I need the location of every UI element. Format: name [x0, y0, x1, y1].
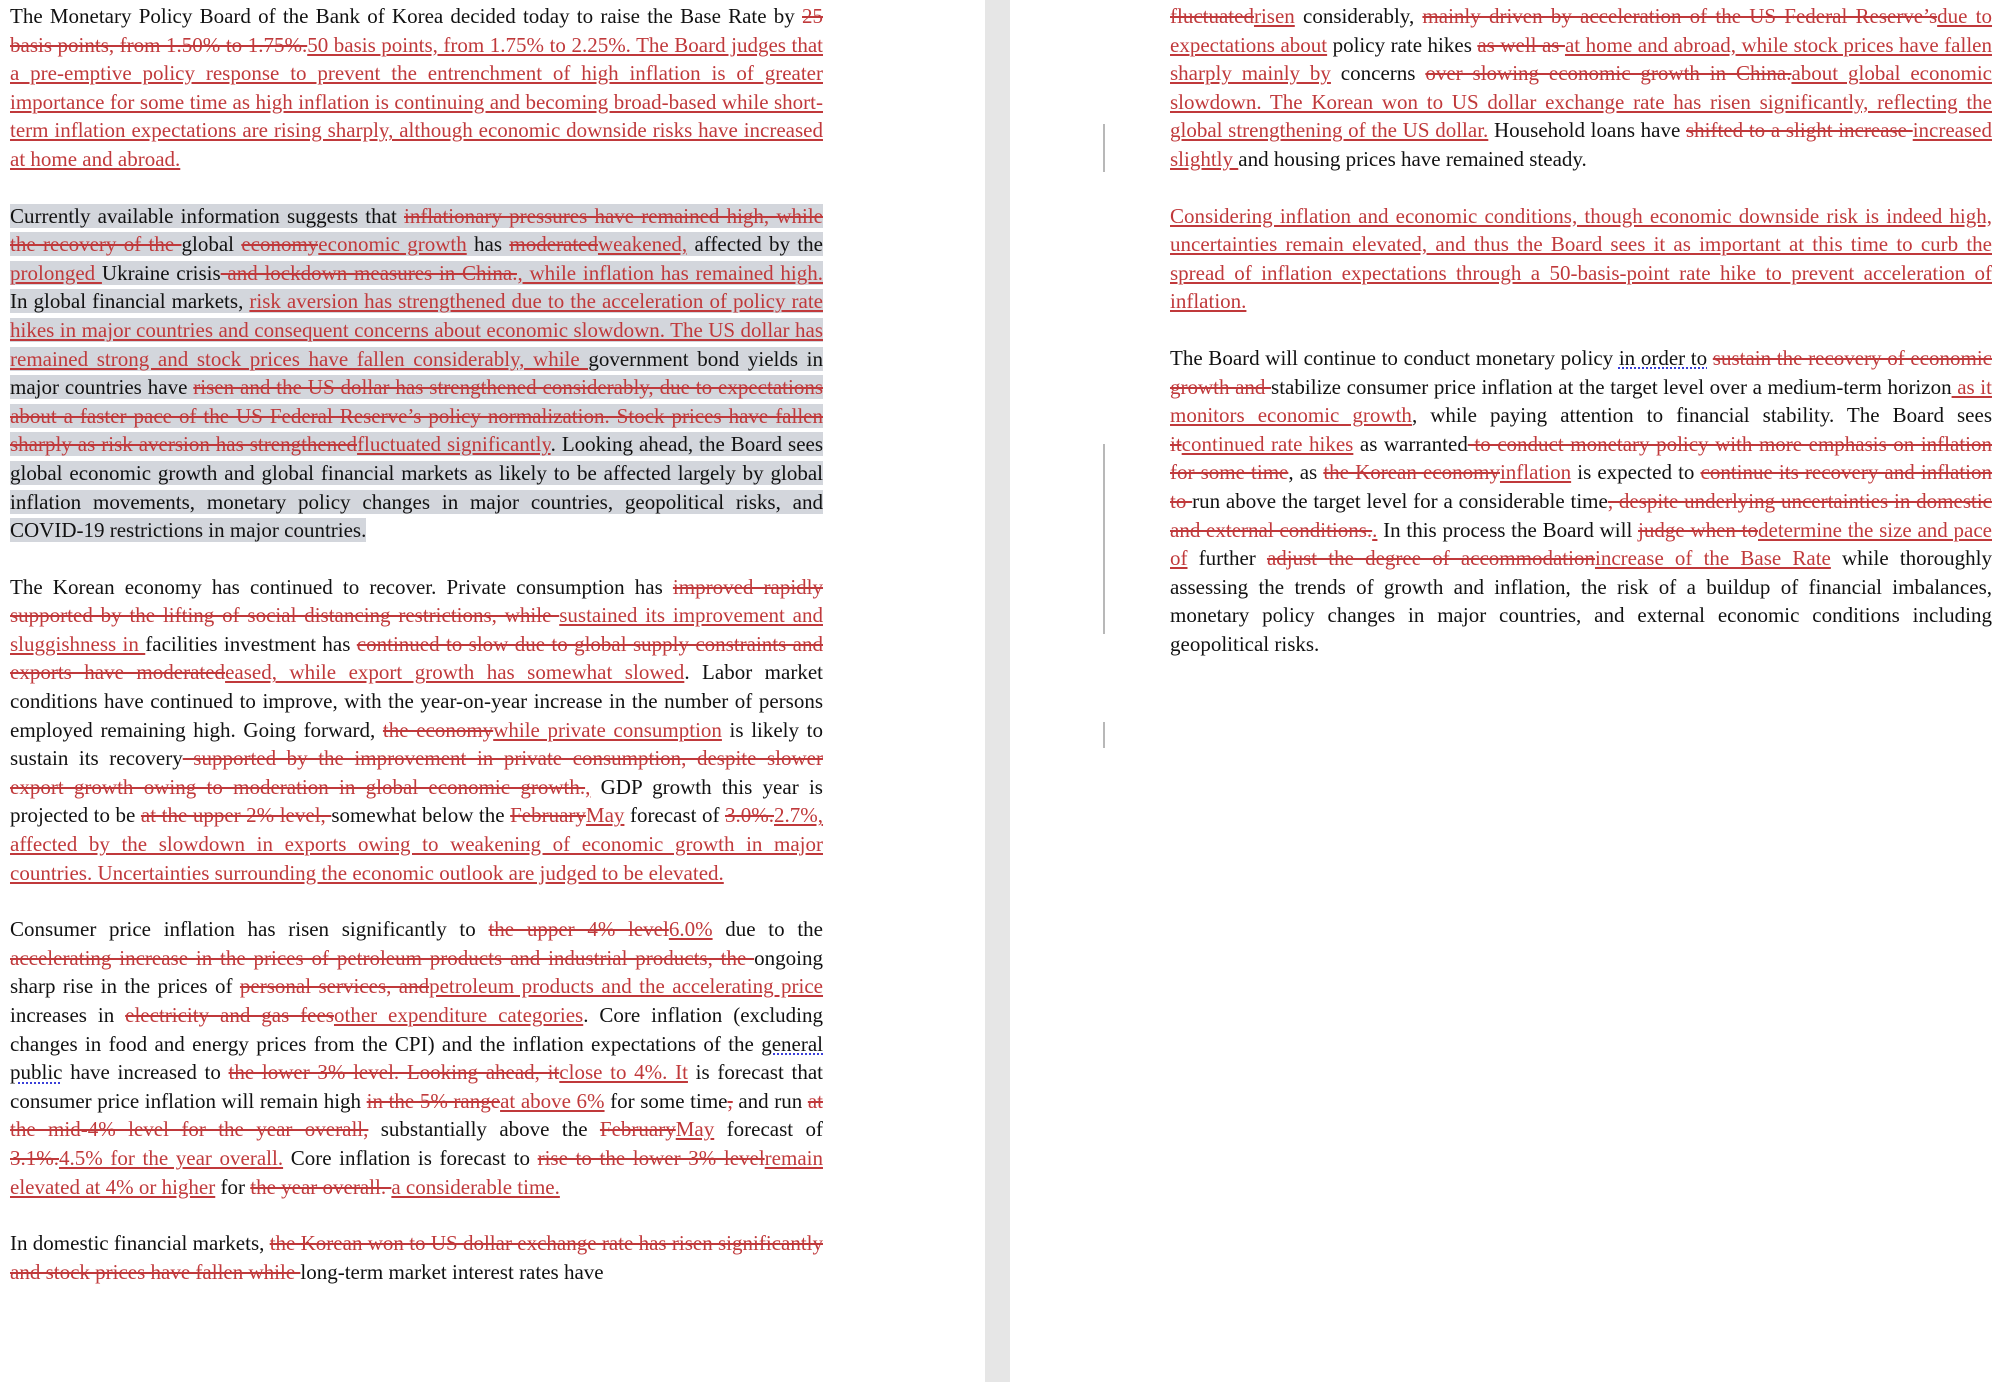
inserted-text: May — [675, 1117, 715, 1142]
inserted-text: as it monitors economic growth — [1170, 374, 1992, 428]
paragraph-domestic-financial-markets — [10, 1229, 823, 1286]
inserted-text: about global economic slowdown. The Korean won to US dollar exchange rate has risen significantly, reflecting the global strengthening of the US dollar. — [1170, 61, 1992, 143]
text-run: is expected to — [1571, 460, 1701, 485]
text-run: facilities investment has — [145, 631, 357, 656]
deleted-text: accelerating increase in the prices of petroleum products and industrial products, the — [10, 945, 755, 970]
paragraph-global-conditions — [10, 202, 823, 545]
inserted-text: risk aversion has strengthened due to the acceleration of policy rate hikes in major countries and consequent concerns about economic slowdown. The US dollar has remained strong and stock prices have fallen considerably, while — [10, 289, 823, 371]
deleted-text: over slowing economic growth in China. — [1425, 61, 1792, 86]
paragraph-board-judgment — [1170, 202, 1992, 316]
inserted-text: economic growth — [318, 232, 467, 257]
text-run: increases in — [10, 1003, 126, 1027]
inserted-text: fluctuated significantly — [357, 432, 551, 457]
text-run: and run — [732, 1088, 808, 1113]
inserted-text: eased, while export growth has somewhat slowed — [225, 660, 685, 685]
deleted-text: improved rapidly supported by the lifting of social distancing restrictions, while — [10, 574, 824, 628]
document-page-right — [1010, 0, 2000, 1382]
text-run: . Looking ahead, the Board sees global economic growth and global financial markets as likely to be affected largely by global inflation movements, monetary policy changes in major countries, geopolitical risks, and COVID-19 restrictions in major countries. — [10, 432, 824, 543]
deleted-text: 3.0%. — [725, 803, 775, 828]
text-run: concerns — [1330, 61, 1426, 86]
inserted-text: inflation — [1499, 460, 1572, 485]
document-page-left — [0, 0, 985, 1382]
text-run: ongoing sharp rise in the prices of — [10, 945, 823, 999]
deleted-text: sustain the recovery of economic growth and — [1170, 345, 1992, 399]
text-run: further — [1187, 546, 1267, 571]
text-run: for — [215, 1174, 251, 1199]
deleted-text: rise to the lower 3% level — [537, 1145, 765, 1170]
inserted-text: May — [585, 803, 625, 828]
text-run: Ukraine crisis — [101, 260, 221, 285]
text-run: Core inflation is forecast to — [283, 1145, 538, 1170]
deleted-text: in the 5% range — [366, 1088, 501, 1113]
inserted-text: close to 4%. It — [559, 1060, 688, 1085]
deleted-text: it — [1170, 431, 1182, 456]
deleted-text: the lower 3% level. Looking ahead, it — [228, 1060, 560, 1085]
text-run: is likely to sustain its recovery — [10, 717, 823, 771]
deleted-text: , — [727, 1088, 733, 1113]
inserted-text: weakened, — [597, 232, 688, 257]
page-gutter — [985, 0, 1010, 1382]
text-run: affected by the — [687, 232, 823, 257]
deleted-text: the economy — [382, 717, 494, 742]
deleted-text: risen and the US dollar has strengthened considerably, due to expectations about a faster pace of the US Federal Reserve’s policy normalization. Stock prices have fallen sharply as risk aversion has strengthened — [10, 375, 823, 457]
change-bar — [1103, 444, 1105, 634]
inserted-text: , while inflation has remained high. — [517, 260, 823, 285]
deleted-text: at the mid-4% level for the year overall, — [10, 1088, 823, 1142]
deleted-text: and lockdown measures in China. — [220, 260, 518, 285]
text-run: Consumer price inflation has risen significantly to — [10, 917, 489, 942]
inserted-text: sustained its improvement and sluggishness in — [10, 603, 823, 656]
deleted-text: fluctuated — [1170, 4, 1254, 28]
inserted-text: , — [585, 774, 591, 799]
text-run: , while paying attention to financial stability. The Board sees — [1411, 403, 1992, 428]
deleted-text: supported by the improvement in private consumption, despite slower export growth owing to moderation in global economic growth. — [10, 746, 823, 799]
inserted-text: at home and abroad, while stock prices have fallen sharply mainly by — [1170, 32, 1992, 86]
text-run: somewhat below the — [331, 803, 511, 828]
text-run: Household loans have — [1488, 118, 1686, 143]
inserted-text: Considering inflation and economic conditions, though economic downside risk is indeed high, uncertainties remain elevated, and thus the Board sees it as important at this time to curb the spread of inflation expectations through a 50-basis-point rate hike to prevent acceleration of inflation. — [1170, 203, 1992, 314]
inserted-text: increased slightly — [1170, 118, 1992, 171]
deleted-text: personal services, and — [239, 974, 430, 999]
text-run: global — [181, 232, 242, 257]
text-run: policy rate hikes — [1327, 32, 1478, 57]
text-run: due to the — [712, 917, 823, 942]
deleted-text: inflationary pressures have remained high, while the recovery of the — [10, 203, 823, 257]
deleted-text: continue its recovery and inflation to — [1170, 460, 1993, 513]
paragraph-base-rate-decision — [10, 2, 823, 174]
inserted-text: continued rate hikes — [1181, 431, 1354, 456]
deleted-text: economy — [241, 232, 319, 257]
deleted-text: mainly driven by acceleration of the US Federal Reserve’s — [1422, 4, 1938, 28]
inserted-text: risen — [1253, 4, 1295, 28]
text-run: forecast of — [714, 1117, 823, 1142]
deleted-text: the Korean won to US dollar exchange rate has risen significantly and stock prices have fallen while — [10, 1231, 823, 1284]
text-run: substantially above the — [368, 1117, 600, 1142]
inserted-text: at above 6% — [500, 1088, 605, 1113]
text-run: . Core inflation (excluding changes in food and energy prices from the CPI) and the inflation expectations of the — [10, 1003, 824, 1056]
text-run: run above the target level for a considerable time — [1192, 488, 1608, 513]
text-run: considerably, — [1294, 4, 1423, 28]
text-run: . Labor market conditions have continued to improve, with the year-on-year increase in the number of persons employed remaining high. Going forward, — [10, 660, 823, 742]
deleted-text: adjust the degree of accommodation — [1266, 546, 1595, 571]
paragraph-monetary-policy-outlook — [1170, 344, 1992, 659]
deleted-text: the upper 4% level — [488, 917, 669, 942]
paragraph-consumer-price-inflation — [10, 915, 823, 1201]
inserted-text: due to expectations about — [1170, 4, 1993, 57]
text-run: while thoroughly assessing the trends of growth and inflation, the risk of a buildup of financial imbalances, monetary policy changes in major countries, and external economic conditions including geopolitical risks. — [1170, 546, 1992, 656]
text-run: The Korean economy has continued to recover. Private consumption has — [10, 574, 673, 599]
deleted-text: February — [510, 803, 586, 828]
text-run: Currently available information suggests that — [10, 203, 404, 228]
deleted-text: as well as — [1477, 32, 1565, 57]
inserted-text: 6.0% — [668, 917, 713, 942]
inserted-text: increase of the Base Rate — [1594, 546, 1831, 571]
text-run: forecast of — [624, 803, 726, 828]
deleted-text: electricity and gas fees — [125, 1003, 334, 1027]
inserted-text: 2.7%, affected by the slowdown in exports owing to weakening of economic growth in major countries. Uncertainties surrounding the economic outlook are judged to be elevated. — [10, 803, 824, 885]
deleted-text: 3.1%. — [10, 1145, 59, 1170]
inserted-text: petroleum products and the accelerating price — [429, 974, 824, 999]
deleted-text: at the upper 2% level, — [140, 803, 332, 828]
right-column-text[interactable] — [1170, 2, 1992, 686]
deleted-text: judge when to — [1638, 517, 1758, 542]
inserted-text: prolonged — [10, 260, 102, 285]
grammar-flagged-text: general public — [10, 1031, 823, 1085]
text-run: , as — [1288, 460, 1324, 485]
inserted-text: while private consumption — [493, 717, 722, 742]
inserted-text: determine the size and pace of — [1170, 517, 1992, 571]
text-run: is forecast that consumer price inflation will remain high — [10, 1060, 823, 1113]
text-run: has — [466, 232, 510, 257]
deleted-text: , despite underlying uncertainties in domestic and external conditions. — [1170, 488, 1992, 542]
paragraph-korean-economy — [10, 573, 823, 888]
text-run: In global financial markets, — [10, 289, 250, 314]
deleted-text: to conduct monetary policy with more emphasis on inflation for some time — [1170, 431, 1992, 485]
grammar-flagged-text: in order to — [1618, 345, 1708, 370]
text-run: In this process the Board will — [1377, 517, 1639, 542]
inserted-text: other expenditure categories — [333, 1003, 584, 1027]
inserted-text: remain elevated at 4% or higher — [10, 1145, 823, 1199]
deleted-text: the year overall. — [250, 1174, 392, 1199]
inserted-text: a considerable time. — [391, 1174, 560, 1199]
text-run: as warranted — [1353, 431, 1468, 456]
left-column-text[interactable] — [10, 2, 823, 1314]
text-run: The Monetary Policy Board of the Bank of Korea decided today to raise the Base Rate by — [10, 4, 802, 28]
text-run: government bond yields in major countries have — [10, 346, 823, 400]
deleted-text: moderated — [509, 232, 598, 257]
deleted-text: 25 basis points, from 1.50% to 1.75%. — [10, 4, 823, 57]
inserted-text: . — [1372, 517, 1378, 542]
text-run: have increased to — [62, 1060, 229, 1085]
inserted-text: 50 basis points, from 1.75% to 2.25%. The Board judges that a pre-emptive policy response to prevent the entrenchment of high inflation is of greater importance for some time as high inflation is continuing and becoming broad-based while short-term inflation expectations are rising sharply, although economic downside risks have increased at home and abroad. — [10, 32, 824, 171]
deleted-text: continued to slow due to global supply constraints and exports have moderated — [10, 631, 823, 685]
deleted-text: shifted to a slight increase — [1686, 118, 1913, 143]
text-run: The Board will continue to conduct monetary policy — [1170, 345, 1619, 370]
inserted-text: 4.5% for the year overall. — [59, 1145, 284, 1170]
text-run: and housing prices have remained steady. — [1238, 146, 1587, 171]
change-bar — [1103, 722, 1105, 748]
deleted-text: the Korean economy — [1323, 460, 1500, 485]
text-run: GDP growth this year is projected to be — [10, 774, 823, 828]
text-run: for some time — [604, 1088, 728, 1113]
text-run: In domestic financial markets, — [10, 1231, 270, 1256]
change-bar — [1103, 124, 1105, 172]
paragraph-financial-markets-continued — [1170, 2, 1992, 174]
deleted-text: February — [599, 1117, 676, 1142]
text-run: stabilize consumer price inflation at the target level over a medium-term horizon — [1271, 374, 1952, 399]
text-run: long-term market interest rates have — [300, 1259, 604, 1284]
